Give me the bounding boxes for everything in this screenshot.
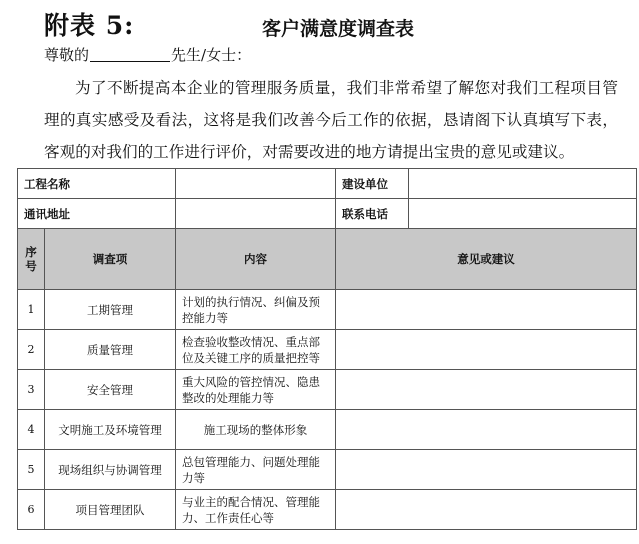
row-number: 3 xyxy=(18,370,45,410)
salutation xyxy=(44,44,251,65)
row-opinion-field[interactable] xyxy=(336,410,637,450)
row-number: 4 xyxy=(18,410,45,450)
table-row xyxy=(18,490,637,530)
row-content: 重大风险的管控情况、隐患整改的处理能力等 xyxy=(176,370,336,410)
address-field[interactable] xyxy=(176,199,336,229)
row-item: 现场组织与协调管理 xyxy=(45,450,176,490)
row-content: 计划的执行情况、纠偏及预控能力等 xyxy=(176,290,336,330)
table-header-row xyxy=(18,229,637,290)
table-row xyxy=(18,410,637,450)
row-opinion-field[interactable] xyxy=(336,450,637,490)
row-content: 与业主的配合情况、管理能力、工作责任心等 xyxy=(176,490,336,530)
row-item: 工期管理 xyxy=(45,290,176,330)
row-content: 总包管理能力、问题处理能力等 xyxy=(176,450,336,490)
row-number: 5 xyxy=(18,450,45,490)
address-label: 通讯地址 xyxy=(18,199,176,229)
appendix-label: 附表 5: xyxy=(44,11,135,40)
row-item: 质量管理 xyxy=(45,330,176,370)
row-content: 施工现场的整体形象 xyxy=(176,410,336,450)
form-title: 客户满意度调查表 xyxy=(262,18,415,40)
col-header-item: 调查项 xyxy=(45,229,176,290)
row-number: 6 xyxy=(18,490,45,530)
col-header-number: 序号 xyxy=(18,229,45,290)
project-name-label: 工程名称 xyxy=(18,169,176,199)
row-opinion-field[interactable] xyxy=(336,330,637,370)
salutation-prefix: 尊敬的 xyxy=(44,46,90,64)
row-item: 文明施工及环境管理 xyxy=(45,410,176,450)
table-row xyxy=(18,290,637,330)
col-header-content: 内容 xyxy=(176,229,336,290)
phone-field[interactable] xyxy=(409,199,637,229)
row-item: 项目管理团队 xyxy=(45,490,176,530)
row-opinion-field[interactable] xyxy=(336,370,637,410)
table-row xyxy=(18,330,637,370)
construction-unit-field[interactable] xyxy=(409,169,637,199)
row-number: 1 xyxy=(18,290,45,330)
project-name-field[interactable] xyxy=(176,169,336,199)
row-opinion-field[interactable] xyxy=(336,490,637,530)
col-header-opinion: 意见或建议 xyxy=(336,229,637,290)
construction-unit-label: 建设单位 xyxy=(336,169,409,199)
table-row xyxy=(18,450,637,490)
row-item: 安全管理 xyxy=(45,370,176,410)
row-content: 检查验收整改情况、重点部位及关键工序的质量把控等 xyxy=(176,330,336,370)
row-number: 2 xyxy=(18,330,45,370)
phone-label: 联系电话 xyxy=(336,199,409,229)
info-row-2 xyxy=(18,199,637,229)
info-row-1 xyxy=(18,169,637,199)
intro-paragraph: 为了不断提高本企业的管理服务质量，我们非常希望了解您对我们工程项目管理的真实感受及看法，这将是我们改善今后工作的依据，恳请阁下认真填写下表，客观的对我们的工作进行评价，对需要改进的地方请提出宝贵的意见或建议。 xyxy=(44,79,618,161)
table-row xyxy=(18,370,637,410)
name-blank-field[interactable] xyxy=(90,46,170,62)
row-opinion-field[interactable] xyxy=(336,290,637,330)
survey-table xyxy=(17,168,637,530)
salutation-suffix: 先生/女士： xyxy=(171,46,252,64)
